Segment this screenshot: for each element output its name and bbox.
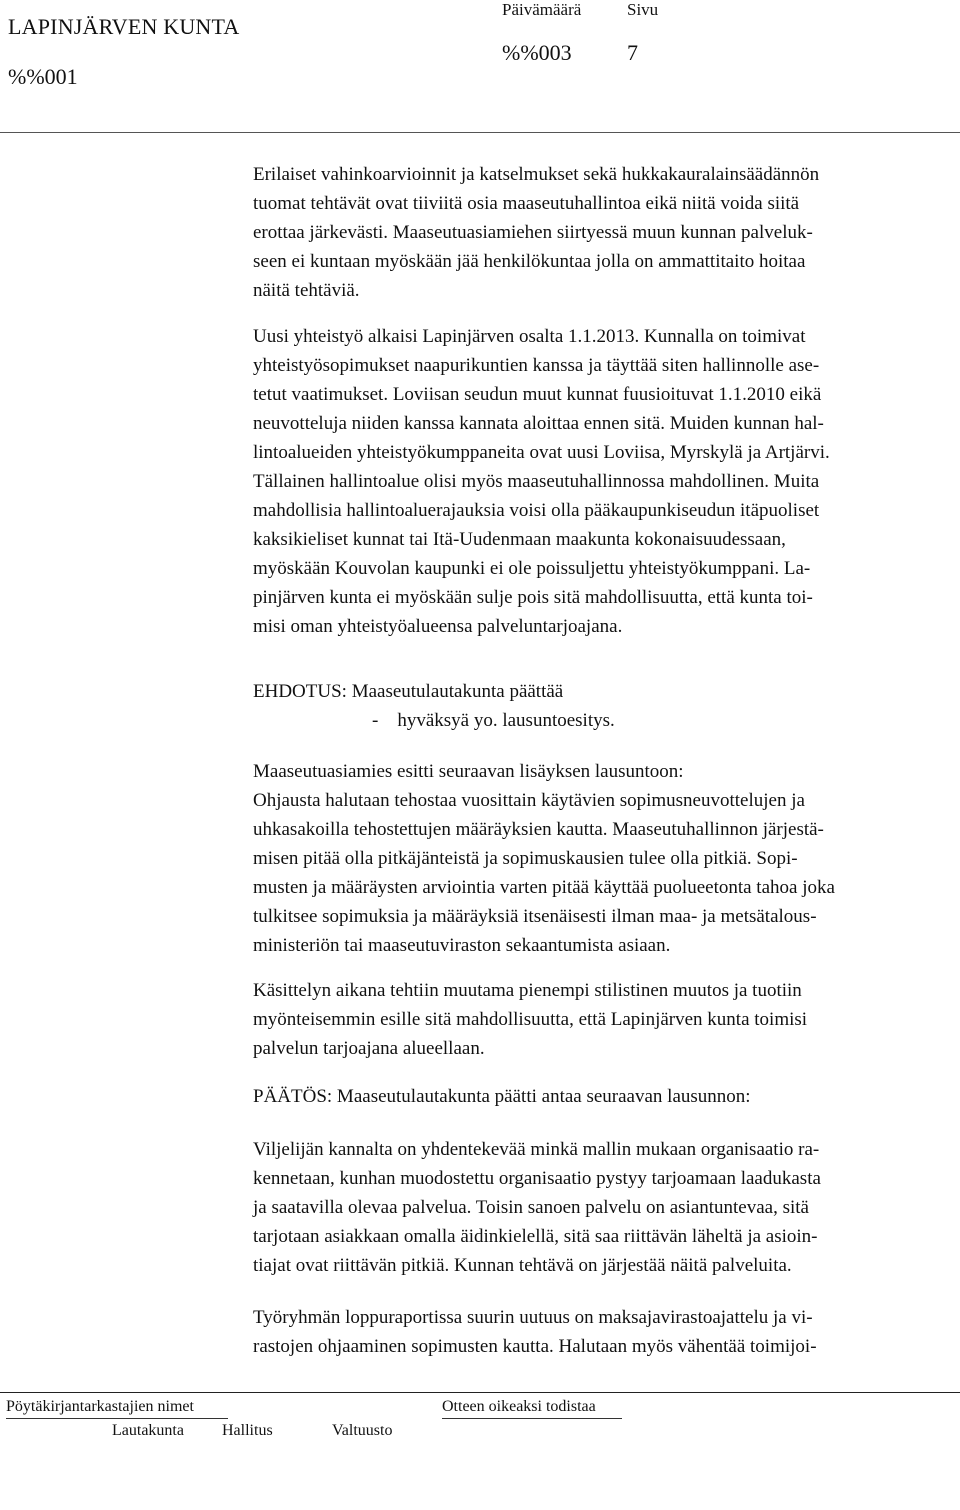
text-line: myönteisemmin esille sitä mahdollisuutta, että Lapinjärven kunta toimisi	[253, 1009, 808, 1030]
document-reference: %%001	[8, 64, 78, 89]
proposal-heading: EHDOTUS: Maaseutulautakunta päättää	[253, 681, 564, 702]
text-line: uhkasakoilla tehostettujen määräyksien kautta. Maaseutuhallinnon järjestä-	[253, 819, 824, 840]
text-line: neuvotteluja niiden kanssa kannata aloittaa ennen sitä. Muiden kunnan hal-	[253, 413, 824, 434]
text-line: pinjärven kunta ei myöskään sulje pois sitä mahdollisuutta, että kunta toi-	[253, 587, 813, 608]
text-line: erottaa järkevästi. Maaseutuasiamiehen siirtyessä muun kunnan palveluk-	[253, 222, 813, 243]
text-line: seen ei kuntaan myöskään jää henkilökuntaa jolla on ammattitaito hoitaa	[253, 251, 806, 272]
paragraph-5	[253, 1135, 953, 1280]
date-label: Päivämäärä	[502, 0, 582, 19]
text-line: Tällainen hallintoalue olisi myös maaseutuhallinnossa mahdollinen. Muita	[253, 471, 820, 492]
proposal-item: - hyväksyä yo. lausuntoesitys.	[372, 710, 615, 731]
checkers-underline	[6, 1418, 228, 1419]
text-line: kennetaan, kunhan muodostettu organisaatio pystyy tarjoamaan laadukasta	[253, 1168, 821, 1189]
text-line: Käsittelyn aikana tehtiin muutama pienempi stilistinen muutos ja tuotiin	[253, 980, 802, 1001]
page-number: 7	[627, 40, 638, 65]
paragraph-6	[253, 1303, 953, 1361]
paragraph-4	[253, 976, 953, 1063]
text-line: tuomat tehtävät ovat tiiviitä osia maaseutuhallintoa eikä niitä voida siitä	[253, 193, 800, 214]
text-line: lintoalueiden yhteistyökumppaneita ovat uusi Loviisa, Myrskylä ja Artjärvi.	[253, 442, 830, 463]
minutes-checkers-label: Pöytäkirjantarkastajien nimet	[6, 1398, 194, 1415]
text-line: kaksikieliset kunnat tai Itä-Uudenmaan maakunta kokonaisuudessaan,	[253, 529, 786, 550]
page-label: Sivu	[627, 0, 659, 19]
date-value: %%003	[502, 40, 572, 65]
council-label: Valtuusto	[332, 1422, 393, 1439]
certified-copy-label: Otteen oikeaksi todistaa	[442, 1398, 596, 1415]
text-line: misen pitää olla pitkäjänteistä ja sopimuskausien tulee olla pitkiä. Sopi-	[253, 848, 798, 869]
text-line: tarjotaan asiakkaan omalla äidinkielellä, sitä saa riittävän läheltä ja asioin-	[253, 1226, 818, 1247]
text-line: yhteistyösopimukset naapurikuntien kanssa ja täyttää siten hallinnolle ase-	[253, 355, 820, 376]
addition-intro: Maaseutuasiamies esitti seuraavan lisäyksen lausuntoon:	[253, 761, 684, 782]
paragraph-1	[253, 160, 953, 305]
text-line: Ohjausta halutaan tehostaa vuosittain käytävien sopimusneuvottelujen ja	[253, 790, 805, 811]
text-line: tulkitsee sopimuksia ja määräyksiä itsenäisesti ilman maa- ja metsätalous-	[253, 906, 817, 927]
text-line: tiajat ovat riittävän pitkiä. Kunnan tehtävä on järjestää näitä palveluita.	[253, 1255, 792, 1276]
text-line: mahdollisia hallintoaluerajauksia voisi olla pääkaupunkiseudun itäpuoliset	[253, 500, 820, 521]
text-line: Uusi yhteistyö alkaisi Lapinjärven osalta 1.1.2013. Kunnalla on toimivat	[253, 326, 806, 347]
header-divider	[0, 132, 960, 133]
text-line: rastojen ohjaaminen sopimusten kautta. Halutaan myös vähentää toimijoi-	[253, 1336, 817, 1357]
certified-copy-underline	[442, 1418, 622, 1419]
paragraph-3	[253, 786, 953, 960]
paragraph-2	[253, 322, 953, 641]
text-line: Erilaiset vahinkoarvioinnit ja katselmukset sekä hukkakauralainsäädännön	[253, 164, 820, 185]
text-line: musten ja määräysten arviointia varten pitää käyttää puolueetonta tahoa joka	[253, 877, 835, 898]
decision-heading: PÄÄTÖS: Maaseutulautakunta päätti antaa seuraavan lausunnon:	[253, 1086, 751, 1107]
text-line: Viljelijän kannalta on yhdentekevää minkä mallin mukaan organisaatio ra-	[253, 1139, 820, 1160]
text-line: palvelun tarjoajana alueellaan.	[253, 1038, 485, 1059]
text-line: myöskään Kouvolan kaupunki ei ole poissuljettu yhteistyökumppani. La-	[253, 558, 811, 579]
text-line: näitä tehtäviä.	[253, 280, 360, 301]
text-line: misi oman yhteistyöalueensa palveluntarjoajana.	[253, 616, 623, 637]
text-line: tetut vaatimukset. Loviisan seudun muut kunnat fuusioituvat 1.1.2010 eikä	[253, 384, 822, 405]
organization-name: LAPINJÄRVEN KUNTA	[8, 14, 240, 39]
text-line: ministeriön tai maaseutuviraston sekaantumista asiaan.	[253, 935, 671, 956]
government-label: Hallitus	[222, 1422, 273, 1439]
board-label: Lautakunta	[112, 1422, 184, 1439]
footer-divider	[0, 1392, 960, 1393]
text-line: Työryhmän loppuraportissa suurin uutuus on maksajavirastoajattelu ja vi-	[253, 1307, 813, 1328]
text-line: ja saatavilla olevaa palvelua. Toisin sanoen palvelu on asiantuntevaa, sitä	[253, 1197, 809, 1218]
